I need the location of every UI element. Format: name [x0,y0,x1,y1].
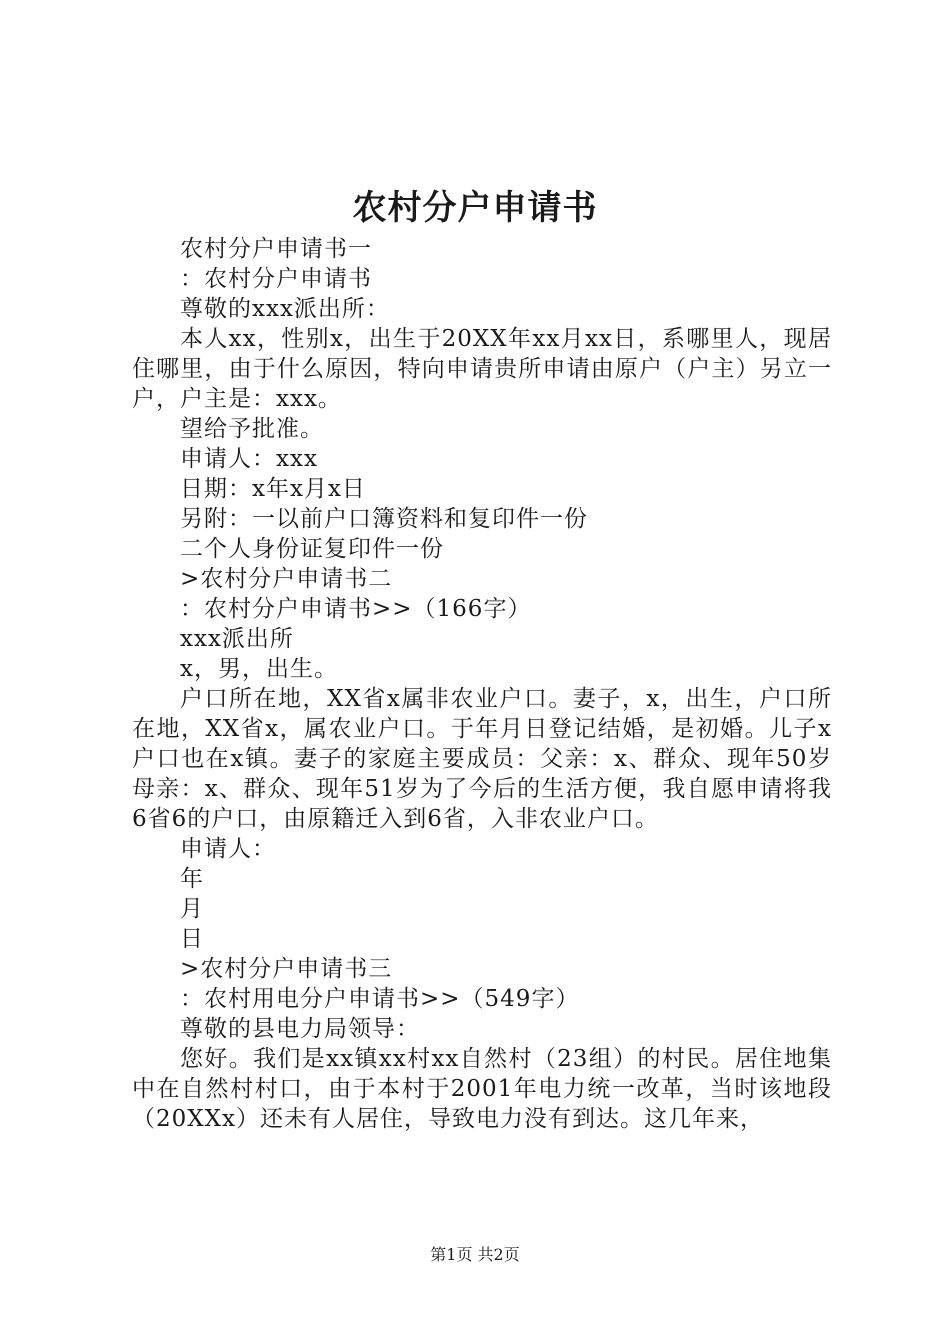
paragraph: 日期：x年x月x日 [180,476,366,502]
page-footer: 第1页 共2页 [430,1245,520,1264]
paragraph: 日 [180,926,204,952]
paragraph: 您好。我们是xx镇xx村xx自然村（23组）的村民。居住地集中在自然村村口，由于本村于2001年电力统一改革，当时该地段（20XXx）还未有人居住，导致电力没有到达。这几年来， [132,1046,832,1132]
document-body [132,234,832,1134]
paragraph: 本人xx，性别x，出生于20XX年xx月xx日，系哪里人，现居住哪里，由于什么原因，特向申请贵所申请由原户（户主）另立一户，户主是：xxx。 [132,326,832,412]
paragraph: ：农村分户申请书>>（166字） [180,596,532,622]
paragraph: 望给予批准。 [180,416,324,442]
paragraph: 申请人：xxx [180,446,318,472]
paragraph: 农村分户申请书一 [180,236,372,262]
paragraph: 月 [180,896,204,922]
paragraph: >农村分户申请书二 [180,566,393,592]
paragraph: 户口所在地，XX省x属非农业户口。妻子，x，出生，户口所在地，XX省x，属农业户口。于年月日登记结婚，是初婚。儿子x户口也在x镇。妻子的家庭主要成员：父亲：x、群众、现年50岁母亲：x、群众、现年51岁为了今后的生活方便，我自愿申请将我6省6的户口，由原籍迁入到6省，入非农业户口。 [132,686,832,832]
paragraph: 申请人： [180,836,276,862]
paragraph: ：农村用电分户申请书>>（549字） [180,986,580,1012]
paragraph: >农村分户申请书三 [180,956,393,982]
paragraph: 二个人身份证复印件一份 [180,536,444,562]
document-title: 农村分户申请书 [352,188,598,228]
paragraph: 尊敬的xxx派出所： [180,296,390,322]
paragraph: ：农村分户申请书 [180,266,372,292]
paragraph: 年 [180,866,204,892]
paragraph: x，男，出生。 [180,656,338,682]
paragraph: 另附：一以前户口簿资料和复印件一份 [180,506,588,532]
paragraph: 尊敬的县电力局领导： [180,1016,420,1042]
paragraph: xxx派出所 [180,626,294,652]
